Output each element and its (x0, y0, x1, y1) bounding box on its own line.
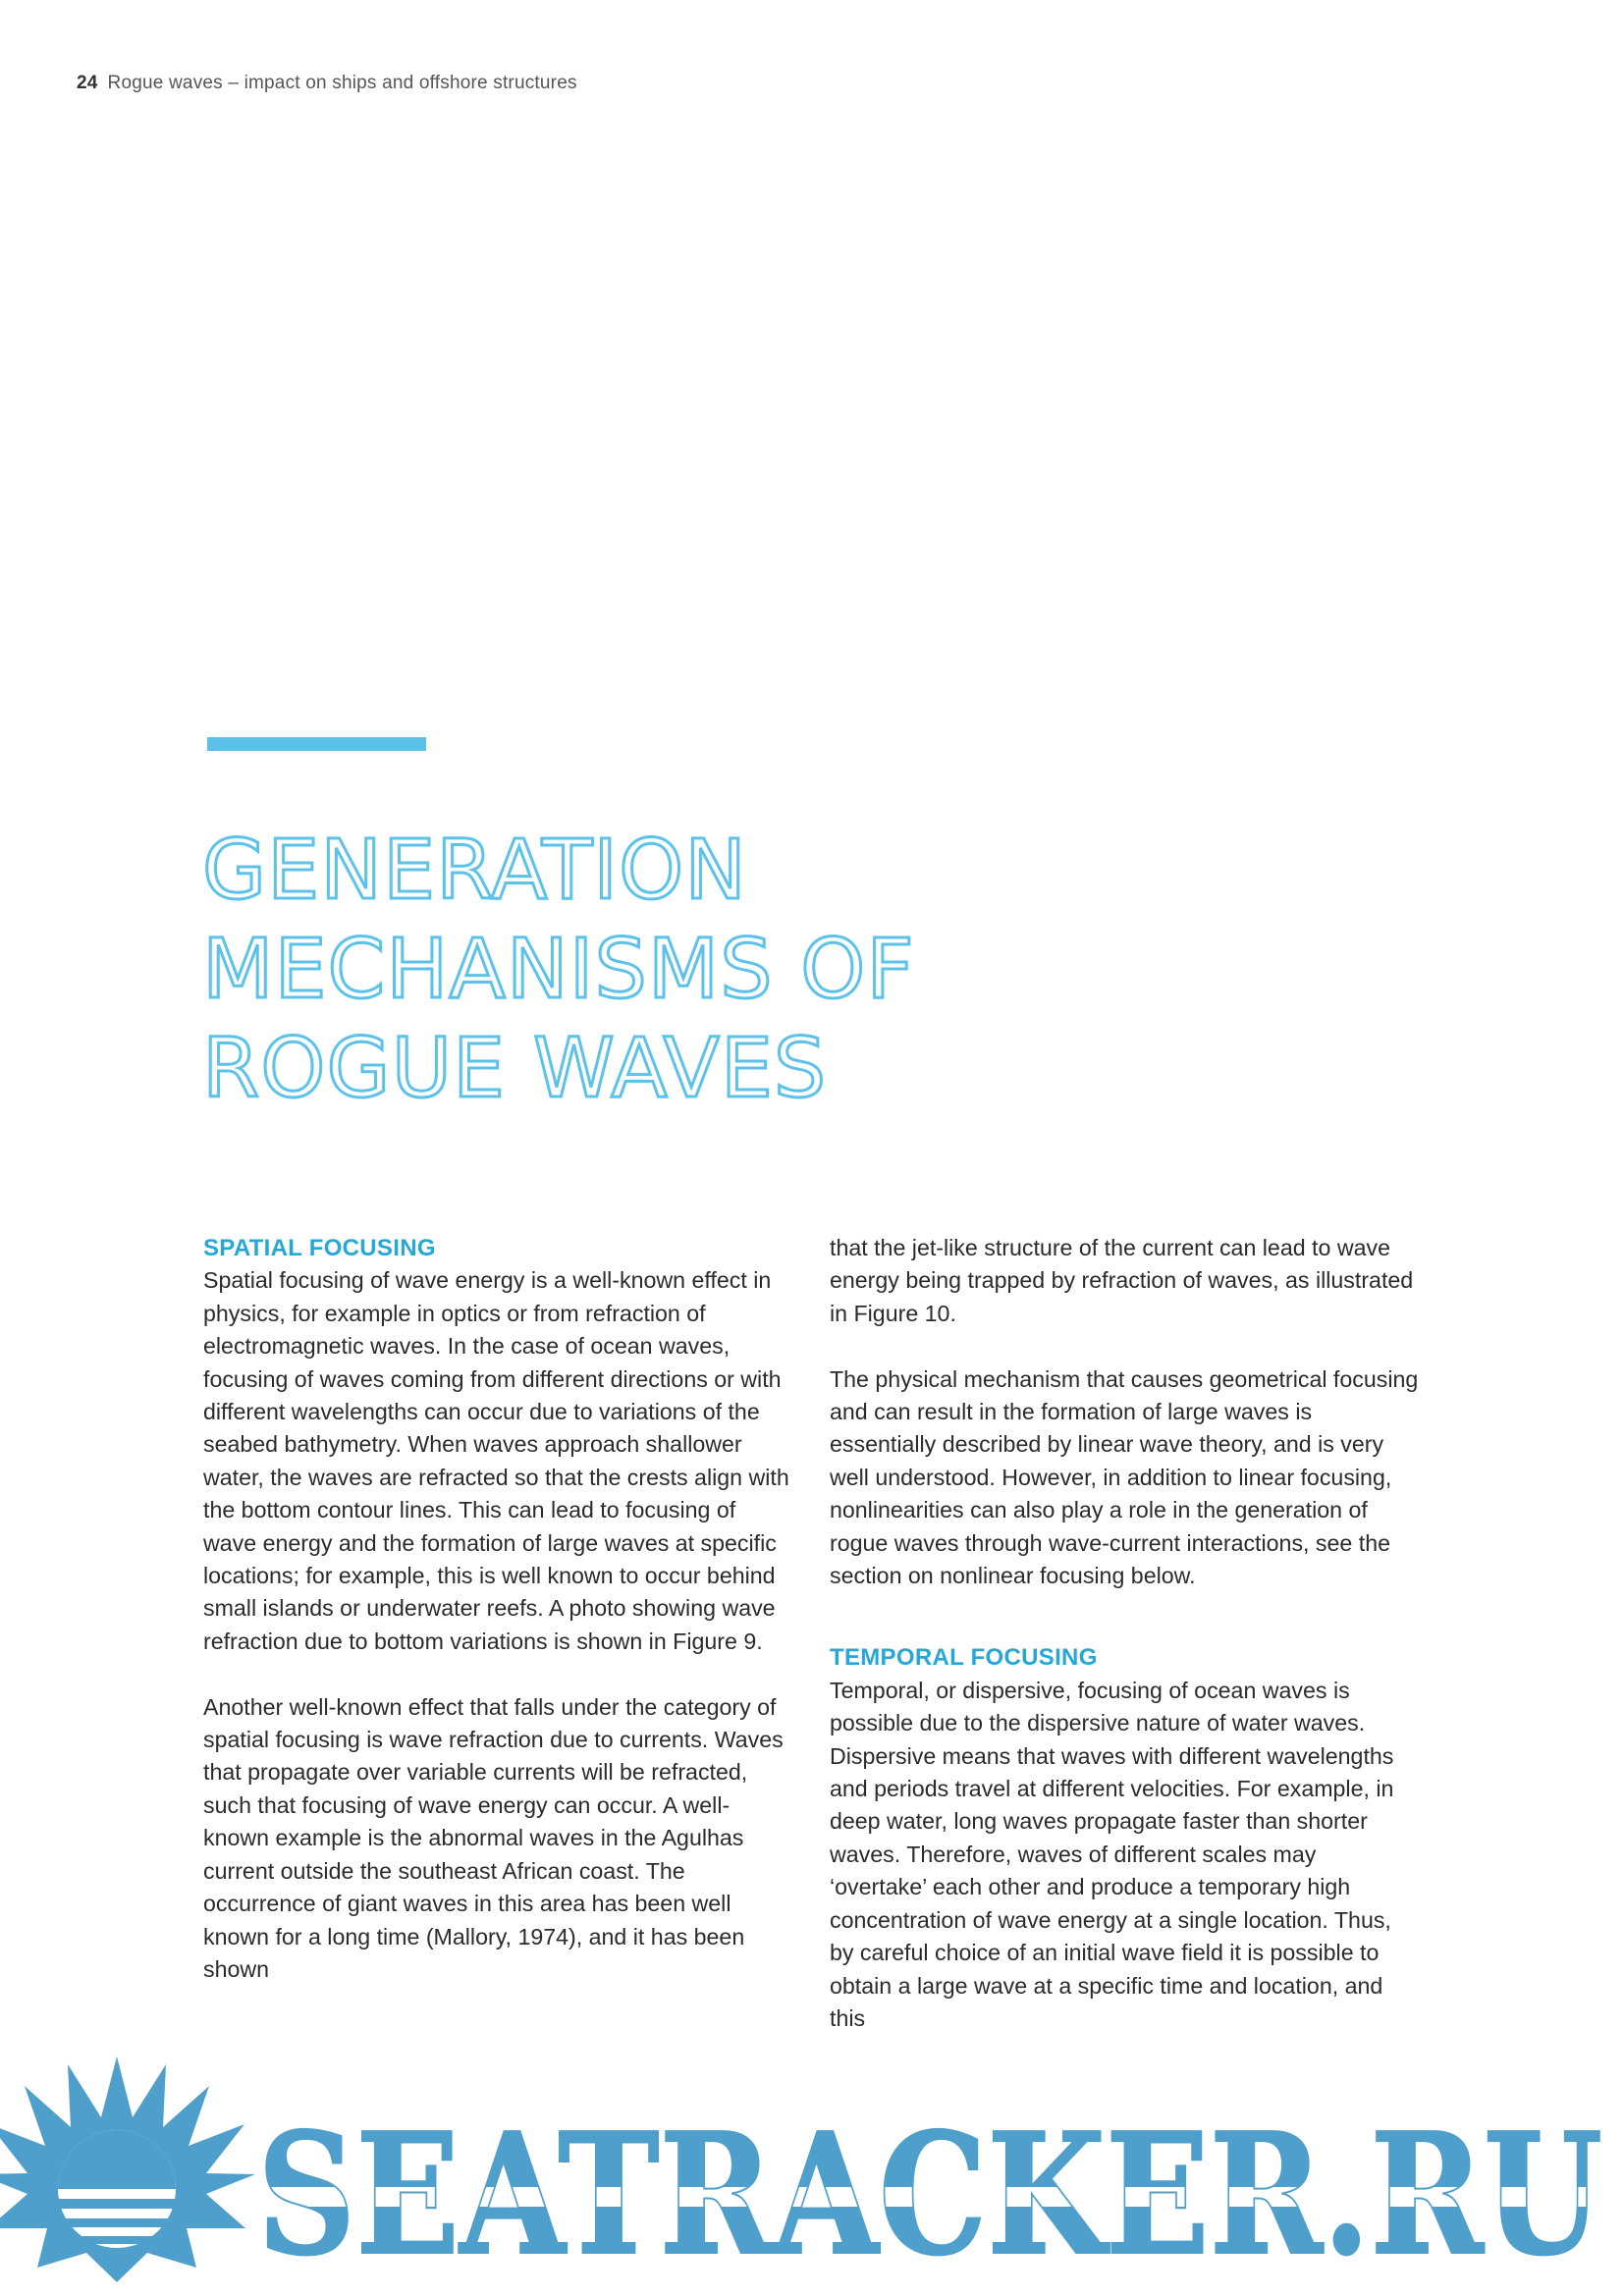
page-number: 24 (77, 73, 98, 93)
paragraph: The physical mechanism that causes geometrical focusing and can result in the formation of large waves is essentially described by linear wave theory, and is very well understood. However, in addition to linear focusing, nonlinearities can also play a role in the generation of rogue waves through wave-current interactions, see the section on nonlinear focusing below. (830, 1365, 1419, 1589)
title-line: GENERATION (202, 822, 748, 918)
watermark-text: SEATRACKER.RU (257, 2097, 1602, 2293)
page-title (202, 821, 915, 1118)
title-line: ROGUE WAVES (202, 1020, 828, 1116)
right-column (830, 1232, 1419, 2068)
left-column (203, 1232, 792, 2019)
paragraph: Another well-known effect that falls under the category of spatial focusing is wave refraction due to currents. Waves that propagate over variable currents will be refracted, such that focusing of wave energy can occur. A well-known example is the abnormal waves in the Agulhas current outside the southeast African coast. The occurrence of giant waves in this area has been well known for a long time (Mallory, 1974), and it has been shown (203, 1693, 784, 1982)
accent-bar (207, 737, 426, 751)
title-line: MECHANISMS OF (202, 921, 915, 1017)
sun-over-sea-icon (0, 2056, 255, 2282)
running-title: Rogue waves – impact on ships and offshore structures (107, 73, 577, 93)
paragraph: Spatial focusing of wave energy is a well-known effect in physics, for example in optics or from refraction of electromagnetic waves. In the case of ocean waves, focusing of waves coming from different directions or with different wavelengths can occur due to variations of the seabed bathymetry. When waves approach shallower water, the waves are refracted so that the crests align with the bottom contour lines. This can lead to focusing of wave energy and the formation of large waves at specific locations; for example, this is well known to occur behind small islands or underwater reefs. A photo showing wave refraction due to bottom variations is shown in Figure 9. (203, 1267, 789, 1654)
paragraph: Temporal, or dispersive, focusing of ocean waves is possible due to the dispersive nature of water waves. Dispersive means that waves with different wavelengths and periods travel at different velocities. For example, in deep water, long waves propagate faster than shorter waves. Therefore, waves of different scales may ‘overtake’ each other and produce a temporary high concentration of wave energy at a single location. Thus, by careful choice of an initial wave field it is possible to obtain a large wave at a specific time and location, and this (830, 1677, 1394, 2031)
running-header (77, 73, 577, 94)
paragraph: that the jet-like structure of the current can lead to wave energy being trapped by refraction of waves, as illustrated in Figure 10. (830, 1235, 1414, 1326)
section-heading-spatial: SPATIAL FOCUSING (203, 1235, 436, 1261)
watermark (0, 2052, 1624, 2296)
section-heading-temporal: TEMPORAL FOCUSING (830, 1644, 1098, 1672)
